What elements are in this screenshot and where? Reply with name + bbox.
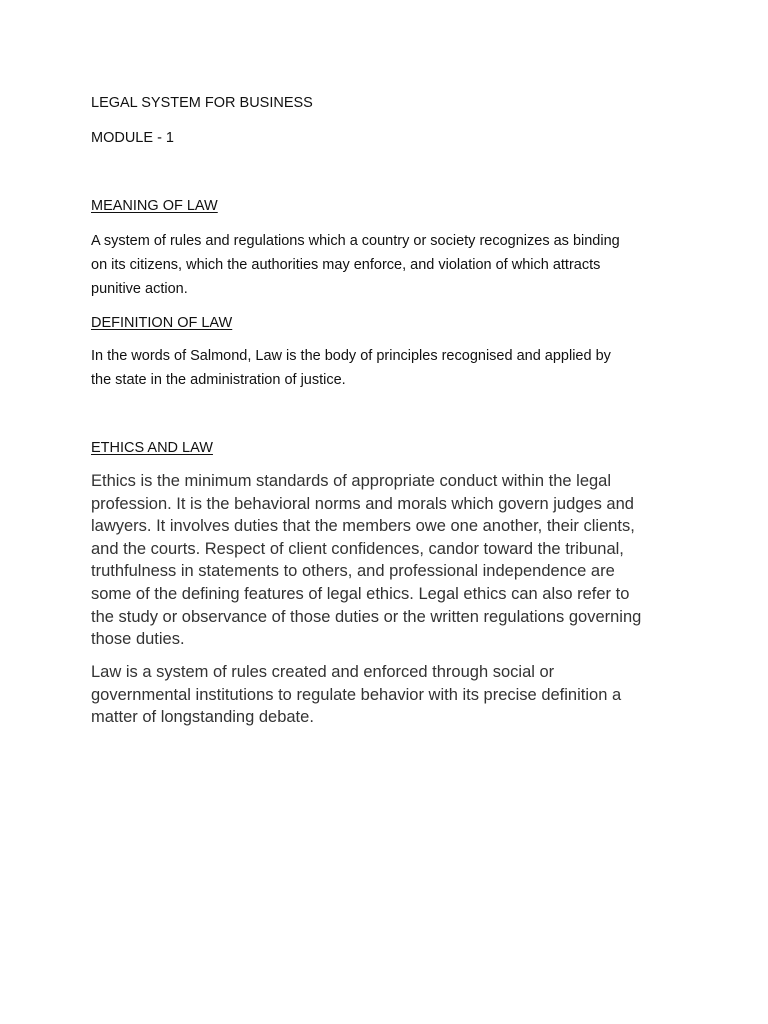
ethics-line: some of the defining features of legal ethics. Legal ethics can also refer to — [91, 584, 630, 603]
ethics-line: truthfulness in statements to others, and professional independence are — [91, 562, 615, 581]
meaning-line: A system of rules and regulations which a country or society recognizes as binding — [91, 233, 620, 249]
definition-paragraph — [91, 344, 691, 392]
ethics-line: lawyers. It involves duties that the members owe one another, their clients, — [91, 517, 635, 536]
ethics-paragraph-2 — [91, 661, 691, 729]
definition-heading: DEFINITION OF LAW — [91, 315, 233, 331]
ethics-line: Ethics is the minimum standards of appropriate conduct within the legal — [91, 472, 612, 490]
meaning-paragraph — [91, 229, 691, 301]
meaning-heading: MEANING OF LAW — [91, 198, 218, 214]
ethics-line: the study or observance of those duties or the written regulations governing — [91, 607, 642, 626]
ethics-paragraph-1 — [91, 470, 691, 651]
ethics-heading: ETHICS AND LAW — [91, 440, 213, 456]
ethics-line: those duties. — [91, 630, 185, 649]
law-line: governmental institutions to regulate behavior with its precise definition a — [91, 685, 622, 704]
ethics-line: profession. It is the behavioral norms and morals which govern judges and — [91, 494, 634, 513]
document-title: LEGAL SYSTEM FOR BUSINESS — [91, 95, 313, 111]
definition-line: In the words of Salmond, Law is the body of principles recognised and applied by — [91, 348, 611, 364]
definition-line: the state in the administration of justice. — [91, 372, 346, 388]
law-line: Law is a system of rules created and enforced through social or — [91, 663, 555, 681]
ethics-line: and the courts. Respect of client confidences, candor toward the tribunal, — [91, 539, 624, 558]
meaning-line: punitive action. — [91, 281, 188, 297]
module-label: MODULE - 1 — [91, 130, 174, 146]
law-line: matter of longstanding debate. — [91, 708, 314, 727]
meaning-line: on its citizens, which the authorities may enforce, and violation of which attracts — [91, 257, 601, 273]
